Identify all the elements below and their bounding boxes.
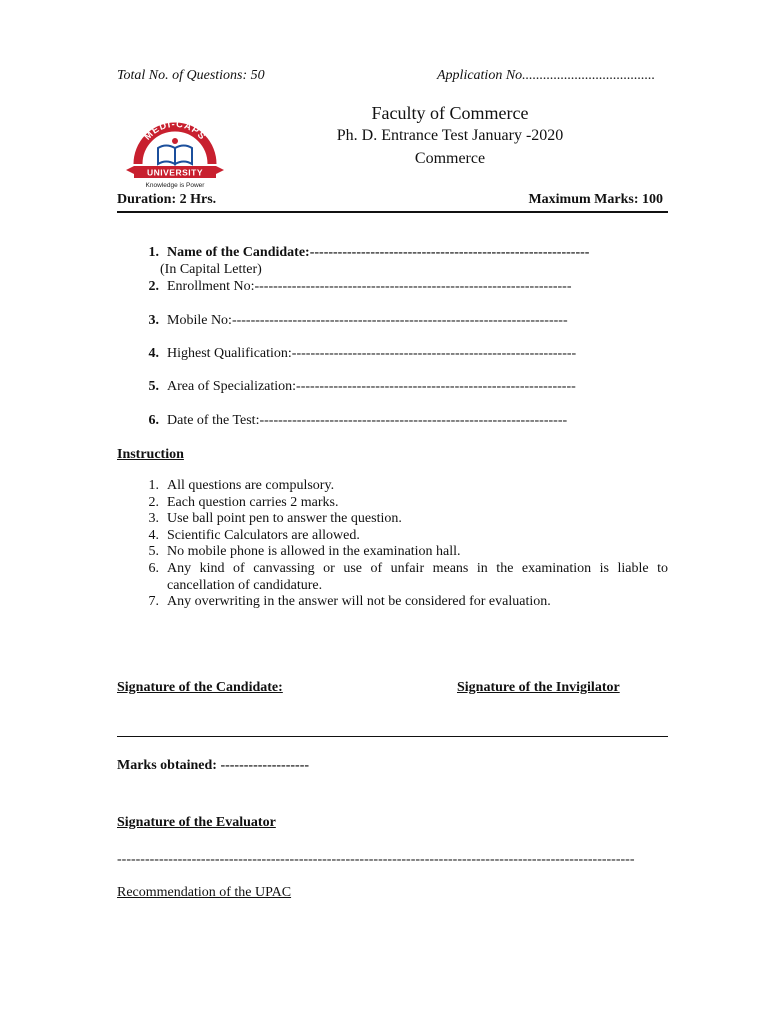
test-name: Ph. D. Entrance Test January -2020 <box>336 127 564 144</box>
field-specialization: 5. Area of Specialization:------------------------------------------------------------ <box>148 379 576 394</box>
signature-divider <box>117 736 668 737</box>
subject-title: Commerce <box>414 150 486 167</box>
instruction-item: 3. Use ball point pen to answer the question. <box>148 511 402 527</box>
field-test-date: 6. Date of the Test:------------------------------------------------------------------ <box>148 413 568 428</box>
maximum-marks: Maximum Marks: 100 <box>528 192 663 207</box>
logo-tagline: Knowledge is Power <box>145 182 205 189</box>
instruction-item: 1. All questions are compulsory. <box>148 478 335 493</box>
upac-recommendation-label: Recommendation of the UPAC <box>117 885 292 900</box>
duration: Duration: 2 Hrs. <box>117 192 217 207</box>
instruction-item: 5. No mobile phone is allowed in the examination hall. <box>148 544 461 560</box>
field-capital-note: (In Capital Letter) <box>160 262 262 277</box>
logo-banner-text: UNIVERSITY <box>146 167 204 178</box>
instruction-item: 2. Each question carries 2 marks. <box>148 494 339 510</box>
application-number: Application No...................................... <box>437 68 656 83</box>
instruction-list <box>137 478 668 611</box>
dashed-separator: --------------------------------------------------------------------------------------------------------------- <box>117 852 635 867</box>
logo-name-text: MEDI-CAPS <box>142 118 208 143</box>
instruction-item: 6. Any kind of canvassing or use of unfair means in the examination is liable to cancellation of candidature. <box>148 560 668 593</box>
field-mobile: 3. Mobile No:------------------------------------------------------------------------ <box>148 313 568 328</box>
instruction-item: 4. Scientific Calculators are allowed. <box>148 527 360 543</box>
medicaps-logo <box>120 108 230 190</box>
total-questions: Total No. of Questions: 50 <box>117 68 265 83</box>
book-icon <box>158 138 192 164</box>
header-divider <box>117 211 668 213</box>
instruction-item: 7. Any overwriting in the answer will not be considered for evaluation. <box>148 594 551 610</box>
field-qualification: 4. Highest Qualification:------------------------------------------------------------- <box>148 346 577 361</box>
marks-obtained: Marks obtained: ------------------- <box>117 758 310 773</box>
invigilator-signature-label: Signature of the Invigilator <box>457 680 620 695</box>
field-enrollment: 2. Enrollment No:-------------------------------------------------------------------- <box>148 279 572 294</box>
instruction-heading: Instruction <box>117 447 184 462</box>
faculty-title: Faculty of Commerce <box>371 103 529 123</box>
candidate-signature-label: Signature of the Candidate: <box>117 680 283 695</box>
evaluator-signature-label: Signature of the Evaluator <box>117 815 276 830</box>
field-candidate-name: 1. Name of the Candidate:------------------------------------------------------------ <box>148 245 590 260</box>
